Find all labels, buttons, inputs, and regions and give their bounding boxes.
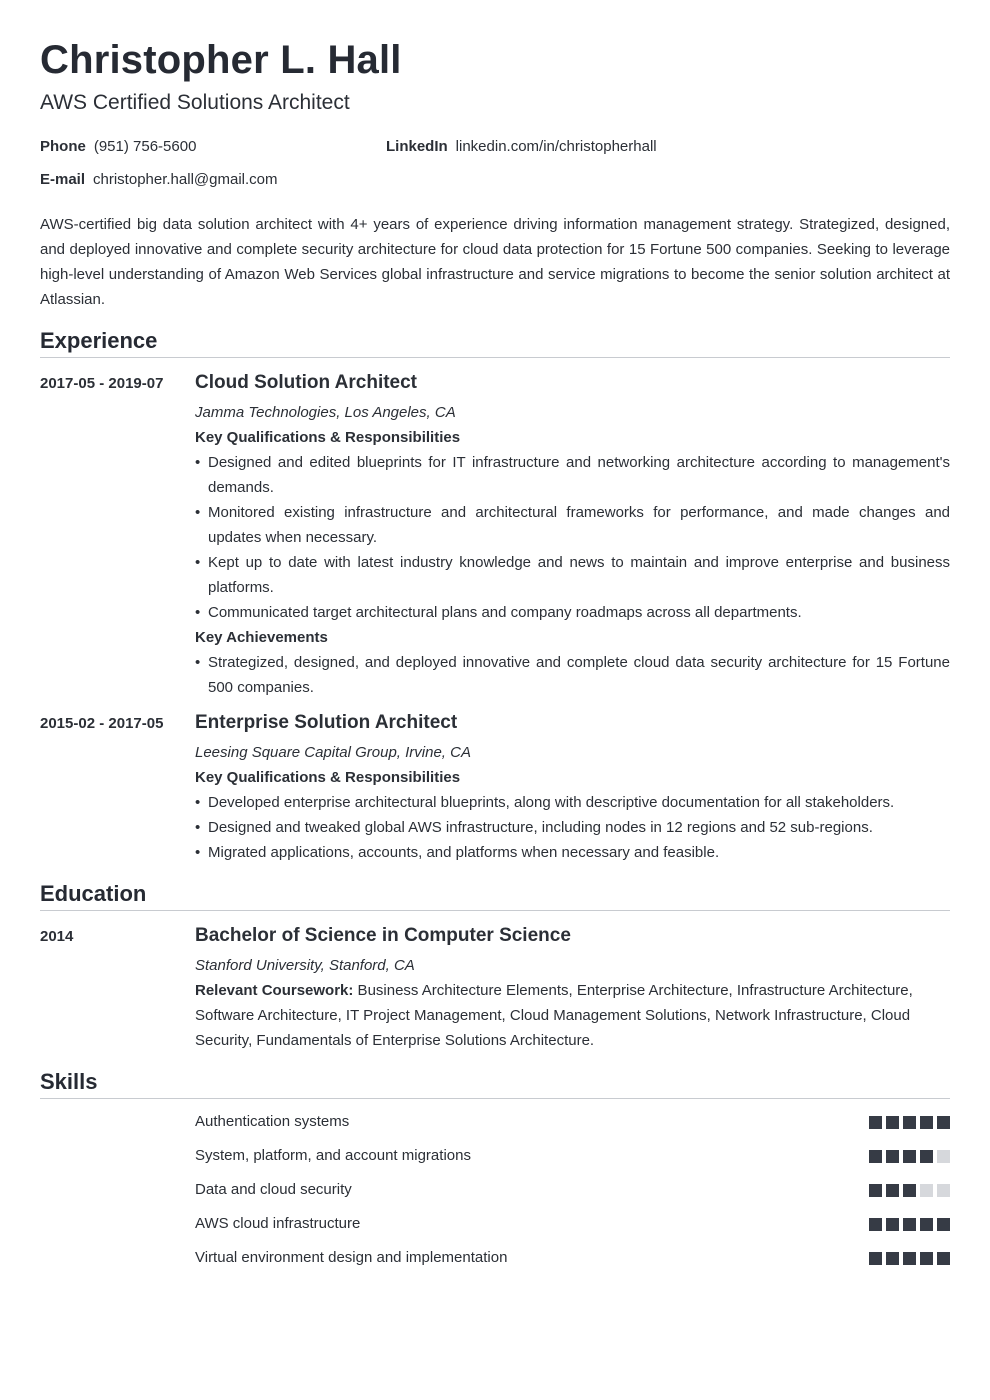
skill-level-filled-square bbox=[886, 1116, 899, 1129]
skill-level-filled-square bbox=[920, 1252, 933, 1265]
linkedin-label: LinkedIn bbox=[386, 138, 448, 155]
candidate-title: AWS Certified Solutions Architect bbox=[40, 91, 350, 114]
achievements-list bbox=[195, 650, 950, 700]
job-company: Jamma Technologies, Los Angeles, CA bbox=[195, 404, 456, 421]
summary-paragraph: AWS-certified big data solution architect with 4+ years of experience driving information management strategy. Strategized, designed, and deployed innovative and complete security architecture for cloud data protection for 15 Fortune 500 companies. Seeking to leverage high-level understanding of Amazon Web Services global infrastructure and service migrations to become the senior solution architect at Atlassian. bbox=[40, 216, 950, 308]
skills-divider bbox=[40, 1098, 950, 1099]
skill-name: System, platform, and account migrations bbox=[195, 1147, 471, 1164]
skill-level-meter bbox=[869, 1252, 950, 1265]
skill-level-meter bbox=[869, 1150, 950, 1163]
list-item: • Developed enterprise architectural blueprints, along with descriptive documentation for all stakeholders. bbox=[195, 790, 950, 815]
education-year: 2014 bbox=[40, 928, 74, 945]
list-item: • Communicated target architectural plans and company roadmaps across all departments. bbox=[195, 600, 950, 625]
skill-level-filled-square bbox=[869, 1116, 882, 1129]
list-item: • Migrated applications, accounts, and platforms when necessary and feasible. bbox=[195, 840, 950, 865]
responsibilities-list bbox=[195, 450, 950, 625]
contact-phone bbox=[40, 138, 196, 155]
skill-level-filled-square bbox=[903, 1116, 916, 1129]
skill-level-meter bbox=[869, 1184, 950, 1197]
skill-level-filled-square bbox=[903, 1150, 916, 1163]
contact-linkedin bbox=[386, 138, 657, 155]
contact-email bbox=[40, 171, 277, 188]
skills-heading: Skills bbox=[40, 1069, 98, 1094]
email-value: christopher.hall@gmail.com bbox=[93, 171, 278, 188]
skill-level-filled-square bbox=[937, 1218, 950, 1231]
coursework-label: Relevant Coursework: bbox=[195, 982, 354, 999]
skill-row bbox=[195, 1213, 950, 1235]
list-item: • Designed and edited blueprints for IT infrastructure and networking architecture according to management's demands. bbox=[195, 450, 950, 500]
skill-row bbox=[195, 1111, 950, 1133]
list-item: • Strategized, designed, and deployed innovative and complete cloud data security architecture for 15 Fortune 500 companies. bbox=[195, 650, 950, 700]
skill-level-filled-square bbox=[886, 1184, 899, 1197]
skill-level-empty-square bbox=[937, 1184, 950, 1197]
job-dates: 2015-02 - 2017-05 bbox=[40, 715, 164, 732]
skill-level-filled-square bbox=[937, 1252, 950, 1265]
email-label: E-mail bbox=[40, 171, 86, 188]
list-item: • Designed and tweaked global AWS infrastructure, including nodes in 12 regions and 52 sub-regions. bbox=[195, 815, 950, 840]
skill-level-filled-square bbox=[886, 1218, 899, 1231]
job-role: Enterprise Solution Architect bbox=[195, 712, 458, 733]
linkedin-value: linkedin.com/in/christopherhall bbox=[455, 138, 657, 155]
job-dates: 2017-05 - 2019-07 bbox=[40, 375, 164, 392]
coursework-text bbox=[195, 978, 925, 1053]
skill-level-filled-square bbox=[886, 1150, 899, 1163]
list-item: • Monitored existing infrastructure and architectural frameworks for performance, and made changes and updates when necessary. bbox=[195, 500, 950, 550]
experience-heading: Experience bbox=[40, 328, 158, 353]
education-divider bbox=[40, 910, 950, 911]
skill-name: Data and cloud security bbox=[195, 1181, 352, 1198]
coursework-list: Business Architecture Elements, Enterprise Architecture, Infrastructure Architecture, Software Architecture, IT Project Management, Cloud Management Solutions, Network Infrastructure, Cloud Security, Fundamentals of Enterprise Solutions Architecture. bbox=[195, 982, 913, 1049]
education-degree: Bachelor of Science in Computer Science bbox=[195, 925, 571, 946]
skill-level-filled-square bbox=[937, 1116, 950, 1129]
skill-level-filled-square bbox=[886, 1252, 899, 1265]
qualifications-heading: Key Qualifications & Responsibilities bbox=[195, 769, 461, 786]
skill-level-filled-square bbox=[903, 1184, 916, 1197]
skill-level-meter bbox=[869, 1218, 950, 1231]
skill-level-filled-square bbox=[903, 1252, 916, 1265]
skill-row bbox=[195, 1179, 950, 1201]
skill-level-filled-square bbox=[869, 1184, 882, 1197]
skill-name: Virtual environment design and implementation bbox=[195, 1249, 508, 1266]
education-heading: Education bbox=[40, 881, 147, 906]
skill-name: Authentication systems bbox=[195, 1113, 350, 1130]
skill-level-filled-square bbox=[920, 1218, 933, 1231]
skill-level-filled-square bbox=[869, 1218, 882, 1231]
job-company: Leesing Square Capital Group, Irvine, CA bbox=[195, 744, 471, 761]
skill-level-empty-square bbox=[920, 1184, 933, 1197]
experience-divider bbox=[40, 357, 950, 358]
phone-value: (951) 756-5600 bbox=[93, 138, 197, 155]
skill-level-filled-square bbox=[903, 1218, 916, 1231]
job-role: Cloud Solution Architect bbox=[195, 372, 418, 393]
skill-level-filled-square bbox=[869, 1150, 882, 1163]
qualifications-heading: Key Qualifications & Responsibilities bbox=[195, 429, 461, 446]
skill-level-empty-square bbox=[937, 1150, 950, 1163]
skill-level-filled-square bbox=[920, 1116, 933, 1129]
list-item: • Kept up to date with latest industry knowledge and news to maintain and improve enterprise and business platforms. bbox=[195, 550, 950, 600]
skill-row bbox=[195, 1247, 950, 1269]
skill-level-filled-square bbox=[920, 1150, 933, 1163]
skill-level-filled-square bbox=[869, 1252, 882, 1265]
candidate-name: Christopher L. Hall bbox=[40, 38, 402, 82]
achievements-heading: Key Achievements bbox=[195, 629, 328, 646]
responsibilities-list bbox=[195, 790, 950, 865]
skill-name: AWS cloud infrastructure bbox=[195, 1215, 361, 1232]
skill-row bbox=[195, 1145, 950, 1167]
phone-label: Phone bbox=[40, 138, 86, 155]
education-school: Stanford University, Stanford, CA bbox=[195, 957, 415, 974]
skill-level-meter bbox=[869, 1116, 950, 1129]
